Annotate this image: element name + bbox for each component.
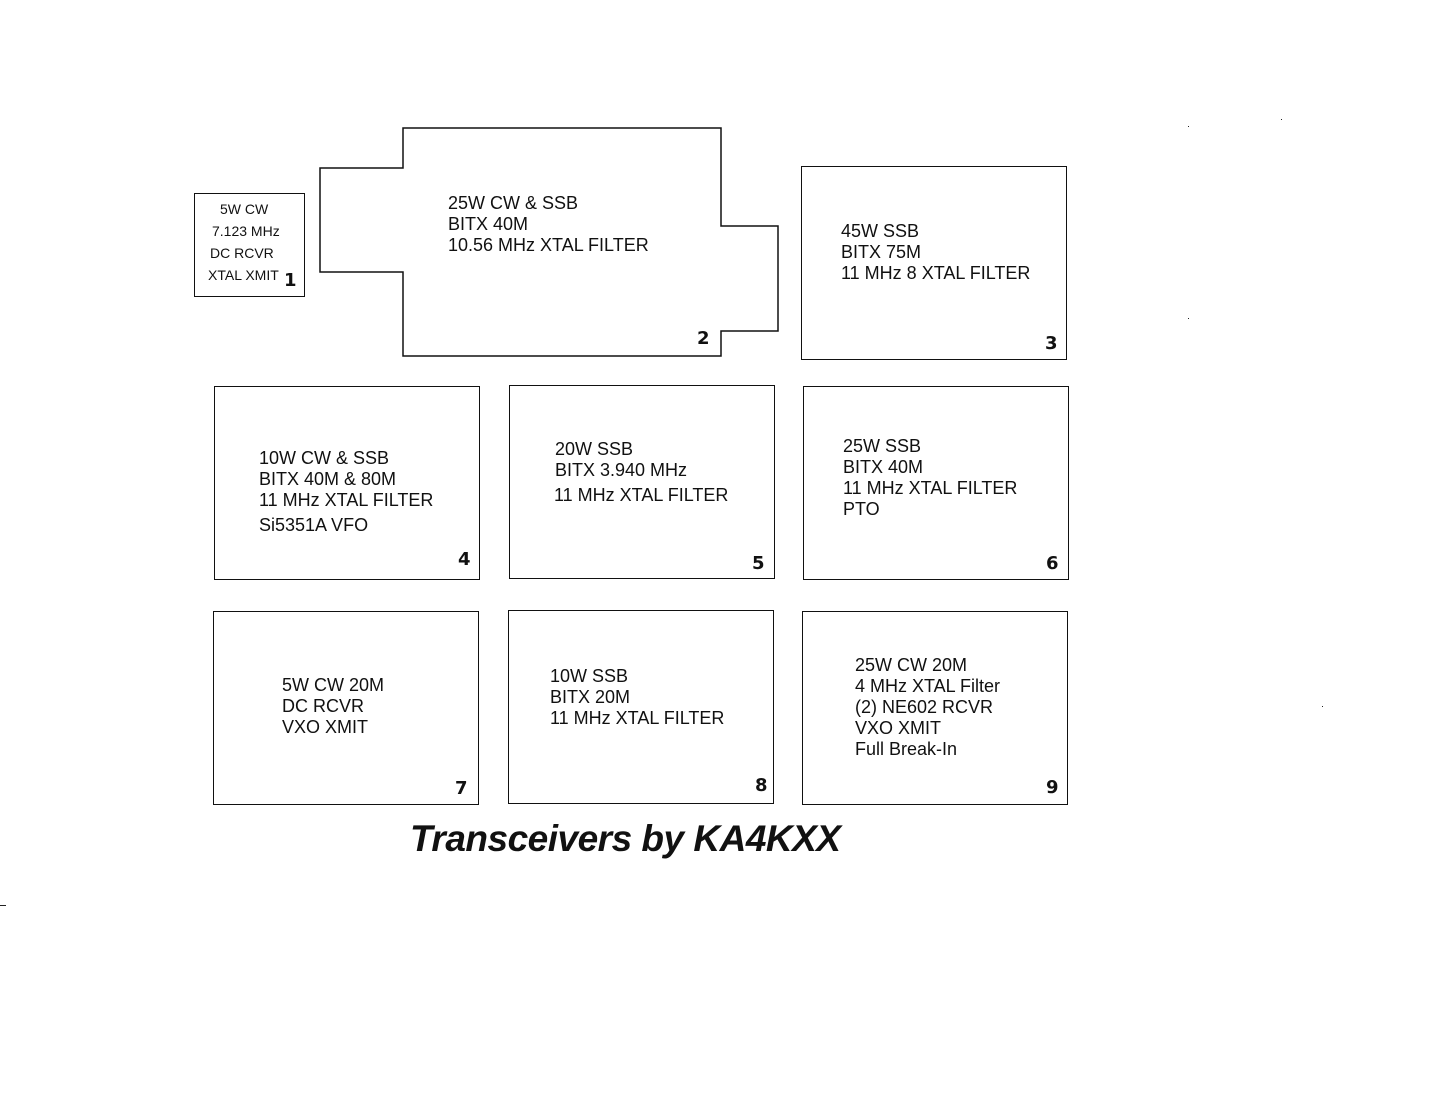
transceiver-7-line-1: 5W CW 20M (282, 675, 385, 695)
transceiver-7-line-2: DC RCVR (282, 696, 365, 716)
transceiver-6-line-2: BITX 40M (843, 457, 924, 477)
transceiver-3-line-2: BITX 75M (841, 242, 922, 262)
transceiver-1-line-1: 5W CW (220, 201, 269, 217)
transceiver-6-line-4: PTO (843, 499, 880, 519)
transceiver-4-description (259, 448, 433, 536)
transceiver-6-number: 6 (1046, 553, 1059, 574)
transceiver-2-description (448, 193, 649, 256)
transceiver-5-line-1: 20W SSB (555, 439, 634, 459)
scan-speck (1188, 318, 1189, 319)
transceiver-7-description (282, 675, 384, 738)
transceiver-3-number: 3 (1045, 333, 1058, 354)
scan-speck (1281, 119, 1282, 120)
transceiver-1-line-2: 7.123 MHz (212, 223, 280, 239)
transceiver-8-number: 8 (755, 775, 768, 796)
transceiver-5-description (555, 439, 728, 506)
transceiver-2-line-2: BITX 40M (448, 214, 529, 234)
transceiver-7-line-3: VXO XMIT (282, 717, 369, 737)
transceiver-2-line-1: 25W CW & SSB (448, 193, 579, 213)
scan-speck (1322, 706, 1323, 707)
transceiver-3-line-1: 45W SSB (841, 221, 920, 241)
transceiver-9-line-4: VXO XMIT (855, 718, 942, 738)
transceiver-9-line-1: 25W CW 20M (855, 655, 968, 675)
edge-mark (0, 905, 6, 906)
transceiver-9-description (855, 655, 1000, 760)
transceiver-2-line-3: 10.56 MHz XTAL FILTER (448, 235, 649, 255)
transceiver-6-line-3: 11 MHz XTAL FILTER (843, 478, 1018, 498)
transceiver-4-line-3: 11 MHz XTAL FILTER (259, 490, 434, 510)
transceiver-4-line-1: 10W CW & SSB (259, 448, 390, 468)
transceiver-1-line-4: XTAL XMIT (208, 267, 279, 283)
transceiver-9-line-5: Full Break-In (855, 739, 958, 759)
page-title: Transceivers by KA4KXX (410, 818, 841, 859)
transceiver-4-line-4: Si5351A VFO (259, 515, 369, 535)
transceiver-8-description (550, 666, 724, 729)
transceiver-9-line-2: 4 MHz XTAL Filter (855, 676, 1001, 696)
transceiver-4-number: 4 (458, 549, 471, 570)
transceiver-3-description (841, 221, 1030, 284)
transceiver-6-line-1: 25W SSB (843, 436, 922, 456)
transceiver-7-number: 7 (455, 778, 468, 799)
transceiver-5-line-2: BITX 3.940 MHz (555, 460, 688, 480)
transceiver-8-line-1: 10W SSB (550, 666, 629, 686)
transceiver-1-number: 1 (284, 270, 297, 291)
transceiver-3-line-3: 11 MHz 8 XTAL FILTER (841, 263, 1031, 283)
transceiver-9-line-3: (2) NE602 RCVR (855, 697, 994, 717)
transceiver-6-description (843, 436, 1017, 520)
transceiver-5-line-3: 11 MHz XTAL FILTER (554, 485, 729, 505)
scan-speck (1188, 126, 1189, 127)
transceiver-2-number: 2 (697, 328, 710, 349)
transceiver-5-number: 5 (752, 553, 765, 574)
transceiver-9-number: 9 (1046, 777, 1059, 798)
transceiver-8-line-3: 11 MHz XTAL FILTER (550, 708, 725, 728)
transceiver-8-line-2: BITX 20M (550, 687, 631, 707)
transceiver-4-line-2: BITX 40M & 80M (259, 469, 397, 489)
transceiver-1-line-3: DC RCVR (210, 245, 274, 261)
